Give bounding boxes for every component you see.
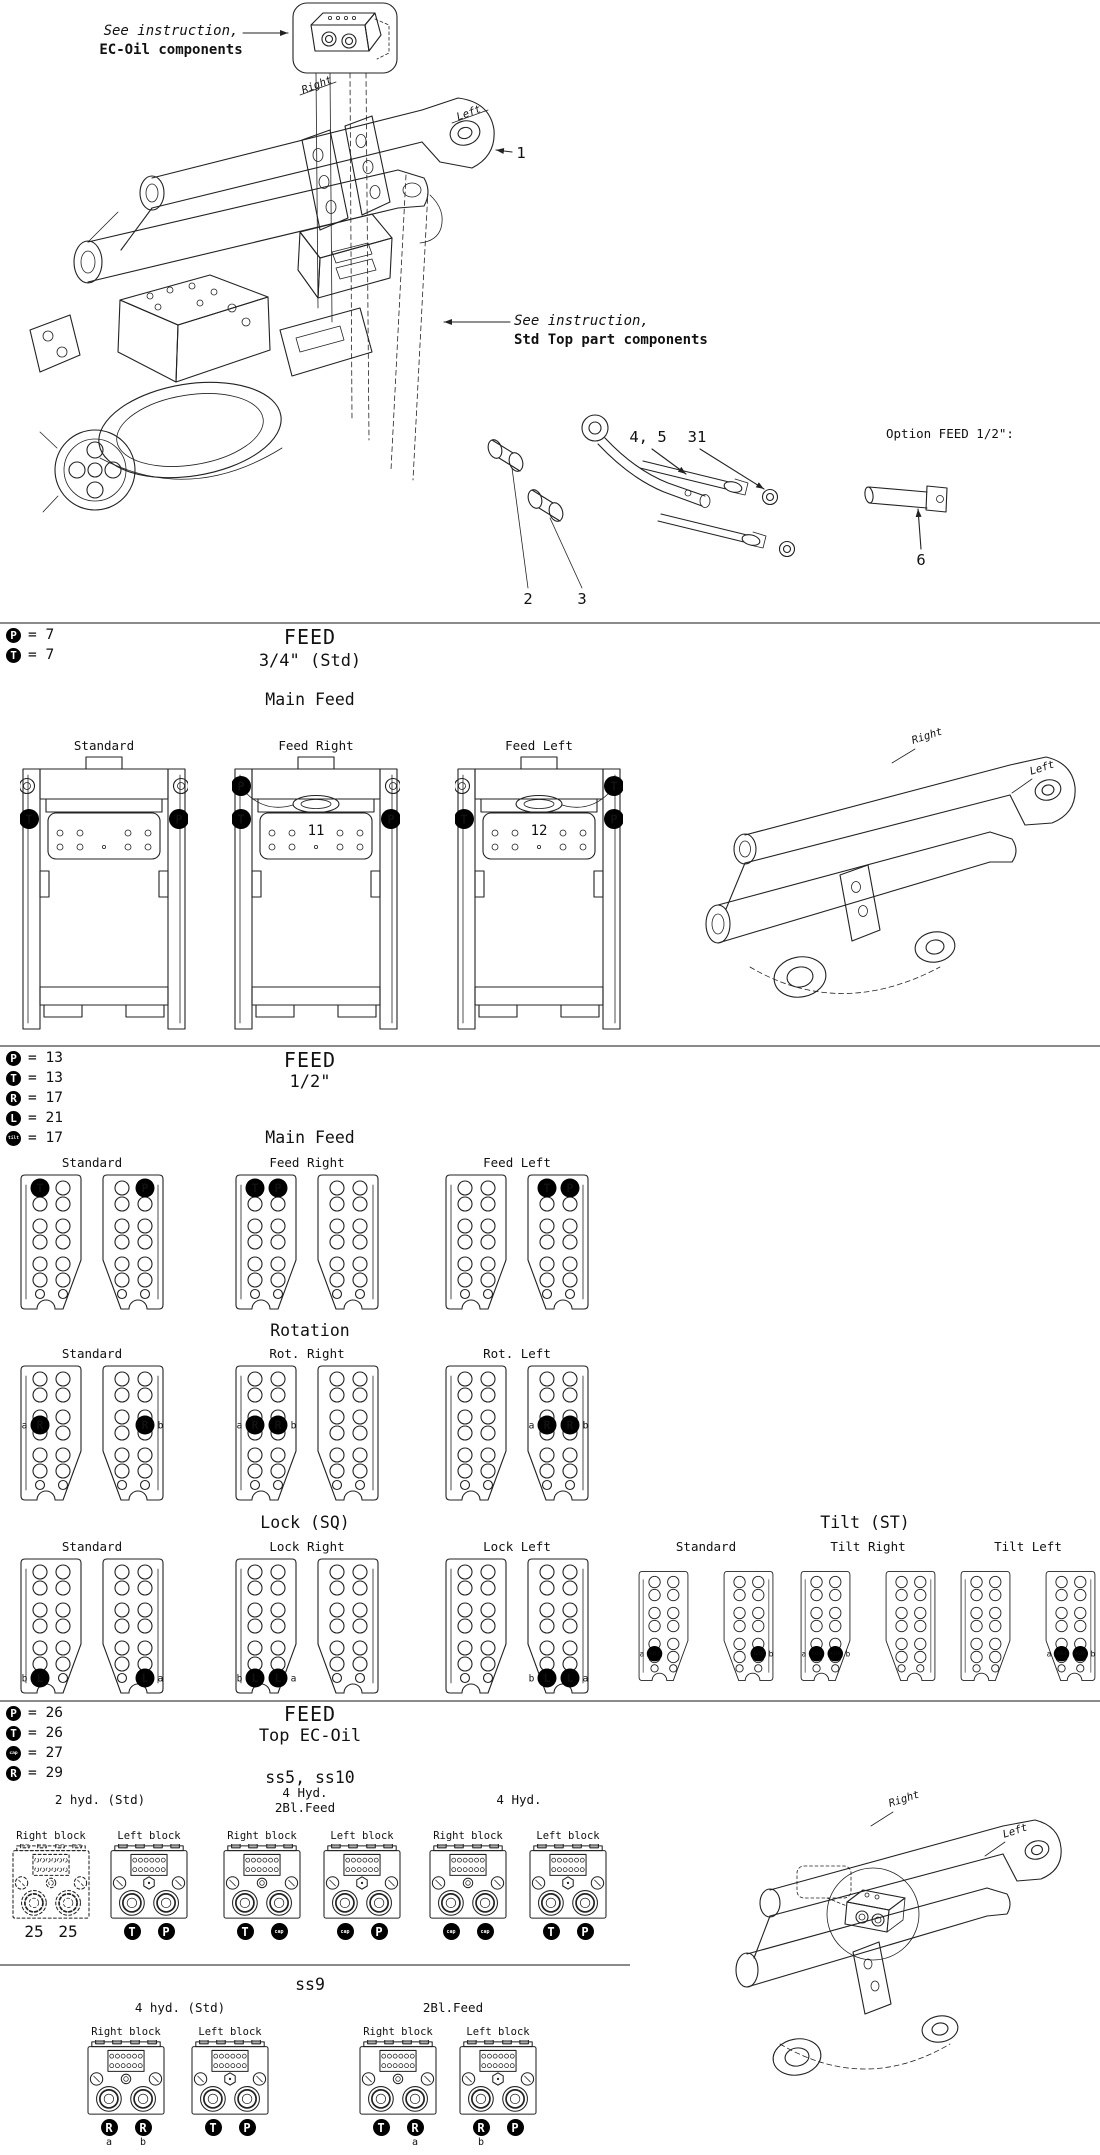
port-letter: b: [157, 1420, 164, 1432]
port-plate: [441, 1556, 511, 1696]
legend-value: = 29: [28, 1765, 63, 1781]
left-direction-label: Left: [1001, 1821, 1029, 1841]
legend-T-badge: T: [6, 1726, 21, 1741]
rotation-row-heading: Rotation: [270, 1321, 350, 1340]
port-badges-row: [11, 1923, 91, 1941]
feedtop-legend: [6, 1703, 63, 1783]
col-label-4hyd-line2: 2Bl.Feed: [274, 1800, 336, 1815]
legend-row: [6, 1088, 63, 1108]
port-plate: [313, 1363, 383, 1503]
ss9-group-label-2blfeed: 2Bl.Feed: [422, 2000, 484, 2015]
right-direction-label: Right: [887, 1788, 921, 1810]
port-badge-cap: cap: [443, 1923, 460, 1940]
section-divider-ss9: [0, 1964, 630, 1966]
col-label-4hyd2: 4 Hyd.: [496, 1792, 542, 1807]
tilt-row-heading: Tilt (ST): [820, 1513, 910, 1532]
plate-group: [231, 1539, 383, 1696]
port-badge-tilt: tilt: [811, 1651, 822, 1657]
part-label-31: 31: [687, 428, 707, 446]
plate-group-title: Feed Left: [483, 1155, 551, 1170]
port-badge-T: T: [543, 1923, 560, 1940]
port-letter: b: [528, 1673, 535, 1685]
feedtop-iso-view: [735, 1782, 1100, 2112]
legend-row: [6, 625, 54, 645]
port-sub-letter: b: [477, 2137, 485, 2148]
plate-group-title: Standard: [61, 1346, 123, 1361]
right-direction-label: Right: [300, 73, 334, 97]
port-letter: a: [157, 1673, 164, 1685]
port-badge-T: T: [460, 812, 468, 827]
coupler-variant-title: Feed Right: [278, 738, 354, 753]
legend-value: = 13: [28, 1050, 63, 1066]
port-letter: b: [236, 1673, 243, 1685]
feed34-iso-view: [690, 715, 1100, 1035]
port-plate: [797, 1556, 854, 1696]
section-divider-2: [0, 1045, 1100, 1047]
port-badge-T: T: [36, 1181, 44, 1196]
port-badge-R: R: [566, 1418, 574, 1433]
port-badges-row: [428, 1923, 508, 1941]
feedhalf-legend: [6, 1048, 63, 1148]
port-badge-T: T: [25, 812, 33, 827]
ss9-group-label-4hyd: 4 hyd. (Std): [134, 2000, 226, 2015]
legend-row: [6, 1128, 63, 1148]
port-letter: a: [1046, 1649, 1052, 1659]
port-badges-row: [190, 2119, 270, 2137]
port-plate: [523, 1172, 593, 1312]
port-plate: [16, 1363, 86, 1503]
block-title: Left block: [117, 1830, 181, 1842]
legend-R-badge: R: [6, 1766, 21, 1781]
port-plate: [231, 1172, 301, 1312]
legend-row: [6, 1723, 63, 1743]
feed34-title: FEED: [283, 625, 337, 649]
port-plate: [635, 1556, 692, 1696]
ecoil-unit-drawing: [293, 3, 397, 73]
port-badges-row: [528, 1923, 608, 1941]
legend-L-badge: L: [6, 1111, 21, 1126]
plate-group: [635, 1539, 777, 1696]
coupler-frame-drawing: [30, 98, 494, 512]
port-badge-tilt: tilt: [1075, 1651, 1086, 1657]
block-title: Left block: [198, 2026, 262, 2038]
std-top-callout-line1: See instruction,: [514, 313, 649, 329]
coupler-front-view: [455, 738, 623, 1033]
feed34-subtitle: 3/4" (Std): [258, 651, 362, 671]
port-number: 25: [58, 1922, 78, 1941]
port-badge-tilt: tilt: [1056, 1651, 1067, 1657]
coupler-variant-title: Feed Left: [505, 738, 573, 753]
feedhalf-title: FEED: [283, 1048, 337, 1072]
ecoil-block: [528, 1830, 608, 1941]
legend-value: = 7: [28, 647, 55, 663]
part-label-4-5: 4, 5: [629, 428, 667, 446]
plate-group: [957, 1539, 1099, 1696]
plate-group-title: Standard: [675, 1539, 737, 1554]
ss9-heading: ss9: [295, 1975, 325, 1994]
legend-R-badge: R: [6, 1091, 21, 1106]
legend-value: = 26: [28, 1705, 63, 1721]
port-letter: b: [582, 1420, 589, 1432]
block-title: Left block: [536, 1830, 600, 1842]
port-badges-row: [222, 1923, 302, 1941]
port-letter: b: [768, 1649, 774, 1659]
left-direction-label: Left: [454, 103, 483, 124]
block-title: Right block: [227, 1830, 297, 1842]
legend-T-badge: T: [6, 648, 21, 663]
ecoil-block: [358, 2026, 438, 2149]
ecoil-block: [458, 2026, 538, 2149]
coupler-front-view: [232, 738, 400, 1033]
legend-value: = 7: [28, 627, 55, 643]
mainfeed-row-heading: Main Feed: [265, 1128, 355, 1147]
port-plate: [98, 1363, 168, 1503]
port-letter: a: [639, 1649, 645, 1659]
port-badge-R: R: [36, 1418, 44, 1433]
port-sub-row: [358, 2137, 438, 2149]
port-badge-R: R: [543, 1418, 551, 1433]
legend-cap-badge: cap: [6, 1746, 21, 1761]
port-badge-L: L: [141, 1671, 149, 1686]
ecoil-block: [322, 1830, 402, 1941]
port-letter: a: [801, 1649, 807, 1659]
port-badge-T: T: [124, 1923, 141, 1940]
port-badge-cap: cap: [271, 1923, 288, 1940]
exploded-view-drawing: [0, 0, 1100, 622]
port-badges-row: [86, 2119, 166, 2137]
part-label-2: 2: [523, 590, 533, 608]
plate-group: [231, 1346, 383, 1503]
block-title: Right block: [433, 1830, 503, 1842]
section-divider-1: [0, 622, 1100, 624]
col-label-2hyd: 2 hyd. (Std): [54, 1792, 146, 1807]
port-plate: [882, 1556, 939, 1696]
port-badge-P: P: [577, 1923, 594, 1940]
feedtop-variant: ss5, ss10: [265, 1768, 355, 1787]
feedtop-title: FEED: [283, 1702, 337, 1726]
port-plate: [441, 1363, 511, 1503]
legend-value: = 27: [28, 1745, 63, 1761]
plate-group-title: Standard: [61, 1539, 123, 1554]
plate-group-title: Standard: [61, 1155, 123, 1170]
coupler-front-view: [20, 738, 188, 1033]
coupler-variant-title: Standard: [73, 738, 135, 753]
part-label-6: 6: [916, 551, 926, 569]
option-feed-label: Option FEED 1/2":: [886, 426, 1014, 441]
port-badge-P: P: [566, 1181, 574, 1196]
legend-tilt-badge: tilt: [6, 1131, 21, 1146]
port-badge-P: P: [274, 1181, 282, 1196]
port-badges-row: [109, 1923, 189, 1941]
port-badge-P: P: [371, 1923, 388, 1940]
legend-P-badge: P: [6, 1706, 21, 1721]
port-badge-tilt: tilt: [649, 1651, 660, 1657]
plate-group: [16, 1539, 168, 1696]
ecoil-block: [11, 1830, 91, 1941]
legend-row: [6, 1068, 63, 1088]
port-plate: [98, 1556, 168, 1696]
port-badge-R: R: [473, 2119, 490, 2136]
port-plate: [1042, 1556, 1099, 1696]
port-letter: b: [21, 1673, 28, 1685]
plate-group: [231, 1155, 383, 1312]
feed34-heading: Main Feed: [265, 690, 355, 709]
left-direction-label: Left: [1028, 758, 1056, 778]
legend-value: = 17: [28, 1090, 63, 1106]
std-top-callout-line2: Std Top part components: [514, 332, 708, 348]
legend-P-badge: P: [6, 1051, 21, 1066]
legend-row: [6, 1108, 63, 1128]
legend-row: [6, 1743, 63, 1763]
port-sub-letter: a: [411, 2137, 419, 2148]
port-badge-tilt: tilt: [753, 1651, 764, 1657]
port-badges-row: [322, 1923, 402, 1941]
part-label-1: 1: [516, 144, 526, 162]
legend-value: = 21: [28, 1110, 63, 1126]
ecoil-block: [222, 1830, 302, 1941]
col-label-4hyd-line1: 4 Hyd.: [282, 1785, 328, 1800]
port-plate: [313, 1556, 383, 1696]
plate-group: [441, 1346, 593, 1503]
port-letter: a: [290, 1673, 297, 1685]
port-letter: b: [290, 1420, 297, 1432]
port-badge-P: P: [387, 812, 395, 827]
port-sub-row: [458, 2137, 538, 2149]
ecoil-callout-line2: EC-Oil components: [99, 42, 243, 58]
ecoil-block: [109, 1830, 189, 1941]
port-badge-P: P: [610, 812, 618, 827]
part-label-3: 3: [577, 590, 587, 608]
port-badge-L: L: [543, 1671, 551, 1686]
plate-group: [797, 1539, 939, 1696]
port-letter: b: [1090, 1649, 1096, 1659]
ecoil-block: [190, 2026, 270, 2137]
plate-group-title: Lock Left: [483, 1539, 551, 1554]
plate-group-title: Rot. Left: [483, 1346, 551, 1361]
coupler-number: 12: [530, 823, 548, 839]
legend-row: [6, 645, 54, 665]
block-title: Right block: [91, 2026, 161, 2038]
port-badge-R: R: [407, 2119, 424, 2136]
port-badge-T: T: [205, 2119, 222, 2136]
feedhalf-subtitle: 1/2": [289, 1072, 331, 1092]
legend-row: [6, 1763, 63, 1783]
lock-row-heading: Lock (SQ): [260, 1513, 350, 1532]
block-title: Left block: [330, 1830, 394, 1842]
option-feed-bolt-drawing: [864, 486, 947, 512]
legend-row: [6, 1048, 63, 1068]
port-badge-cap: cap: [337, 1923, 354, 1940]
port-plate: [16, 1556, 86, 1696]
port-badge-R: R: [141, 1418, 149, 1433]
block-title: Right block: [16, 1830, 86, 1842]
port-badge-P: P: [239, 2119, 256, 2136]
block-title: Right block: [363, 2026, 433, 2038]
plate-group-title: Feed Right: [269, 1155, 345, 1170]
port-plate: [720, 1556, 777, 1696]
port-badge-R: R: [274, 1418, 282, 1433]
plate-group-title: Rot. Right: [269, 1346, 345, 1361]
ecoil-block: [86, 2026, 166, 2149]
port-plate: [231, 1556, 301, 1696]
port-badge-L: L: [36, 1671, 44, 1686]
port-badge-T: T: [610, 779, 618, 794]
port-sub-letter: a: [105, 2137, 113, 2148]
port-badge-L: L: [274, 1671, 282, 1686]
port-badge-P: P: [141, 1181, 149, 1196]
std-top-callout: [514, 312, 708, 350]
plate-group: [441, 1155, 593, 1312]
right-direction-label: Right: [910, 725, 944, 747]
port-badge-T: T: [237, 1923, 254, 1940]
port-plate: [523, 1363, 593, 1503]
port-letter: b: [845, 1649, 851, 1659]
plate-group: [16, 1346, 168, 1503]
port-letter: a: [582, 1673, 589, 1685]
ecoil-callout-line1: See instruction,: [103, 23, 239, 39]
port-plate: [231, 1363, 301, 1503]
plate-group-title: Lock Right: [269, 1539, 345, 1554]
legend-value: = 17: [28, 1130, 63, 1146]
block-title: Left block: [466, 2026, 530, 2038]
ecoil-block: [428, 1830, 508, 1941]
port-badges-row: [358, 2119, 438, 2137]
port-badge-R: R: [251, 1418, 259, 1433]
port-badge-T: T: [251, 1181, 259, 1196]
port-letter: a: [21, 1420, 28, 1432]
port-badges-row: [458, 2119, 538, 2137]
ecoil-callout: [98, 22, 244, 60]
port-sub-letter: b: [139, 2137, 147, 2148]
port-badge-R: R: [101, 2119, 118, 2136]
port-plate: [16, 1172, 86, 1312]
port-plate: [313, 1172, 383, 1312]
port-sub-row: [86, 2137, 166, 2149]
port-badge-tilt: tilt: [830, 1651, 841, 1657]
section-divider-3: [0, 1700, 1100, 1702]
port-plate: [957, 1556, 1014, 1696]
legend-row: [6, 1703, 63, 1723]
port-plate: [98, 1172, 168, 1312]
port-badge-P: P: [175, 812, 183, 827]
plate-group-title: Tilt Right: [830, 1539, 906, 1554]
port-plate: [523, 1556, 593, 1696]
port-badge-L: L: [251, 1671, 259, 1686]
legend-P-badge: P: [6, 628, 21, 643]
port-badge-T: T: [373, 2119, 390, 2136]
port-letter: a: [236, 1420, 243, 1432]
port-plate: [441, 1172, 511, 1312]
plate-group: [441, 1539, 593, 1696]
plate-group-title: Tilt Left: [994, 1539, 1062, 1554]
feedtop-subtitle: Top EC-Oil: [258, 1726, 362, 1746]
legend-value: = 13: [28, 1070, 63, 1086]
feed34-legend: [6, 625, 54, 665]
port-badge-cap: cap: [477, 1923, 494, 1940]
plate-group: [16, 1155, 168, 1312]
legend-value: = 26: [28, 1725, 63, 1741]
port-number: 25: [24, 1922, 44, 1941]
port-badge-T: T: [237, 812, 245, 827]
port-badge-P: P: [158, 1923, 175, 1940]
legend-T-badge: T: [6, 1071, 21, 1086]
port-badge-T: T: [543, 1181, 551, 1196]
port-badge-P: P: [237, 779, 245, 794]
port-letter: a: [528, 1420, 535, 1432]
port-badge-P: P: [507, 2119, 524, 2136]
coupler-number: 11: [307, 823, 325, 839]
port-badge-L: L: [566, 1671, 574, 1686]
port-badge-R: R: [135, 2119, 152, 2136]
